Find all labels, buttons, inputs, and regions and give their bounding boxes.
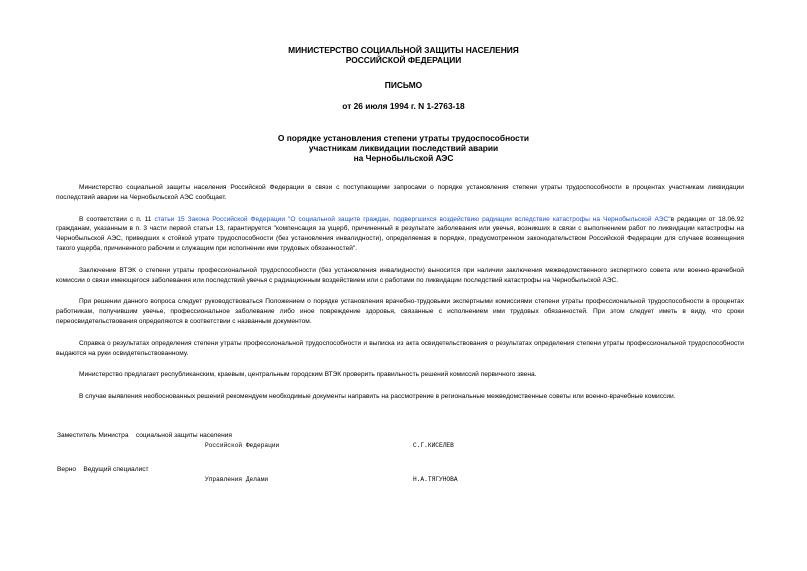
letter-body: [56, 183, 744, 414]
verno-title: Верно Ведущий специалист: [57, 466, 149, 473]
ministry-line-2: РОССИЙСКОЙ ФЕДЕРАЦИИ: [345, 55, 462, 65]
document-date: от 26 июля 1994 г. N 1-2763-18: [342, 101, 465, 111]
paragraph-2: [56, 215, 744, 254]
paragraph-2-rest: в редакции от 18.06.92 гражданам, указанным в п. 3 части первой статьи 13, гарантируется "компенсация за ущерб, причиненный в результате заболевания или увечья, возникших в связи с выполнением работ по ликвидации катастрофы на Чернобыльской АЭС, приведших к стойкой утрате трудоспособности (без установления инвалидности), определяемая в порядке, предусмотренном законодательством Российской Федерации для случаев возмещения такого ущерба, причиненного рабочим и служащим при исполнении ими трудовых обязанностей".: [56, 215, 744, 252]
paragraph-2-intro: В соответствии с п. 11: [79, 215, 155, 223]
paragraph-3: Заключение ВТЭК о степени утраты профессиональной трудоспособности (без установления инвалидности) выносится при наличии заключения межведомственного экспертного совета или военно-врачебной комиссии о связи имеющегося заболевания или последствий увечья с радиационным воздействием или с работами по ликвидации последствий катастрофы на Чернобыльской АЭС.: [56, 266, 744, 284]
title-line-3: на Чернобыльской АЭС: [353, 153, 454, 163]
title-line-2: участникам ликвидации последствий аварии: [308, 143, 499, 153]
ministry-header: [0, 45, 807, 65]
ministry-line-1: МИНИСТЕРСТВО СОЦИАЛЬНОЙ ЗАЩИТЫ НАСЕЛЕНИЯ: [288, 45, 519, 55]
paragraph-7: В случае выявления необоснованных решений рекомендуем необходимые документы направить на рассмотрение в региональные межведомственные советы или военно-врачебные комиссии.: [79, 393, 676, 401]
paragraph-1: Министерство социальной защиты населения Российской Федерации в связи с поступающими запросами о порядке установления степени утраты трудоспособности в процентах участникам ликвидации последствий аварии на Чернобыльской АЭС сообщает.: [56, 184, 744, 201]
verno-org: Управления Делами: [205, 476, 269, 483]
law-article-link[interactable]: статьи 15 Закона Российской Федерации "О социальной защите граждан, подвергшихся воздействию радиации вследствие катастрофы на Чернобыльской АЭС": [154, 215, 671, 223]
document-type: ПИСЬМО: [384, 80, 423, 90]
deputy-minister-org: Российской Федерации: [205, 442, 280, 449]
title-line-1: О порядке установления степени утраты трудоспособности: [277, 133, 530, 143]
deputy-minister-title: Заместитель Министра социальной защиты населения: [57, 432, 232, 439]
paragraph-6: Министерство предлагает республиканским, краевым, центральным городским ВТЭК проверить правильность решений комиссий первичного звена.: [79, 371, 537, 379]
paragraph-5: Справка о результатах определения степени утраты профессиональной трудоспособности и выписка из акта освидетельствования о результатах определения степени утраты профессиональной трудоспособности выдаются на руки освидетельствованному.: [56, 339, 744, 357]
paragraph-4: При решении данного вопроса следует руководствоваться Положением о порядке установления врачебно-трудовыми экспертными комиссиями степени утраты профессиональной трудоспособности в процентах работникам, получившим увечье, профессиональное заболевание либо иное повреждение здоровья, связанные с исполнением ими трудовых обязанностей. При этом следует иметь в виду, что сроки переосвидетельствования определяются в соответствии с названным документом.: [56, 298, 744, 325]
deputy-minister-name: С.Г.КИСЕЛЕВ: [413, 442, 454, 449]
verno-name: Н.А.ТЯГУНОВА: [413, 476, 458, 483]
document-title: [0, 133, 807, 163]
